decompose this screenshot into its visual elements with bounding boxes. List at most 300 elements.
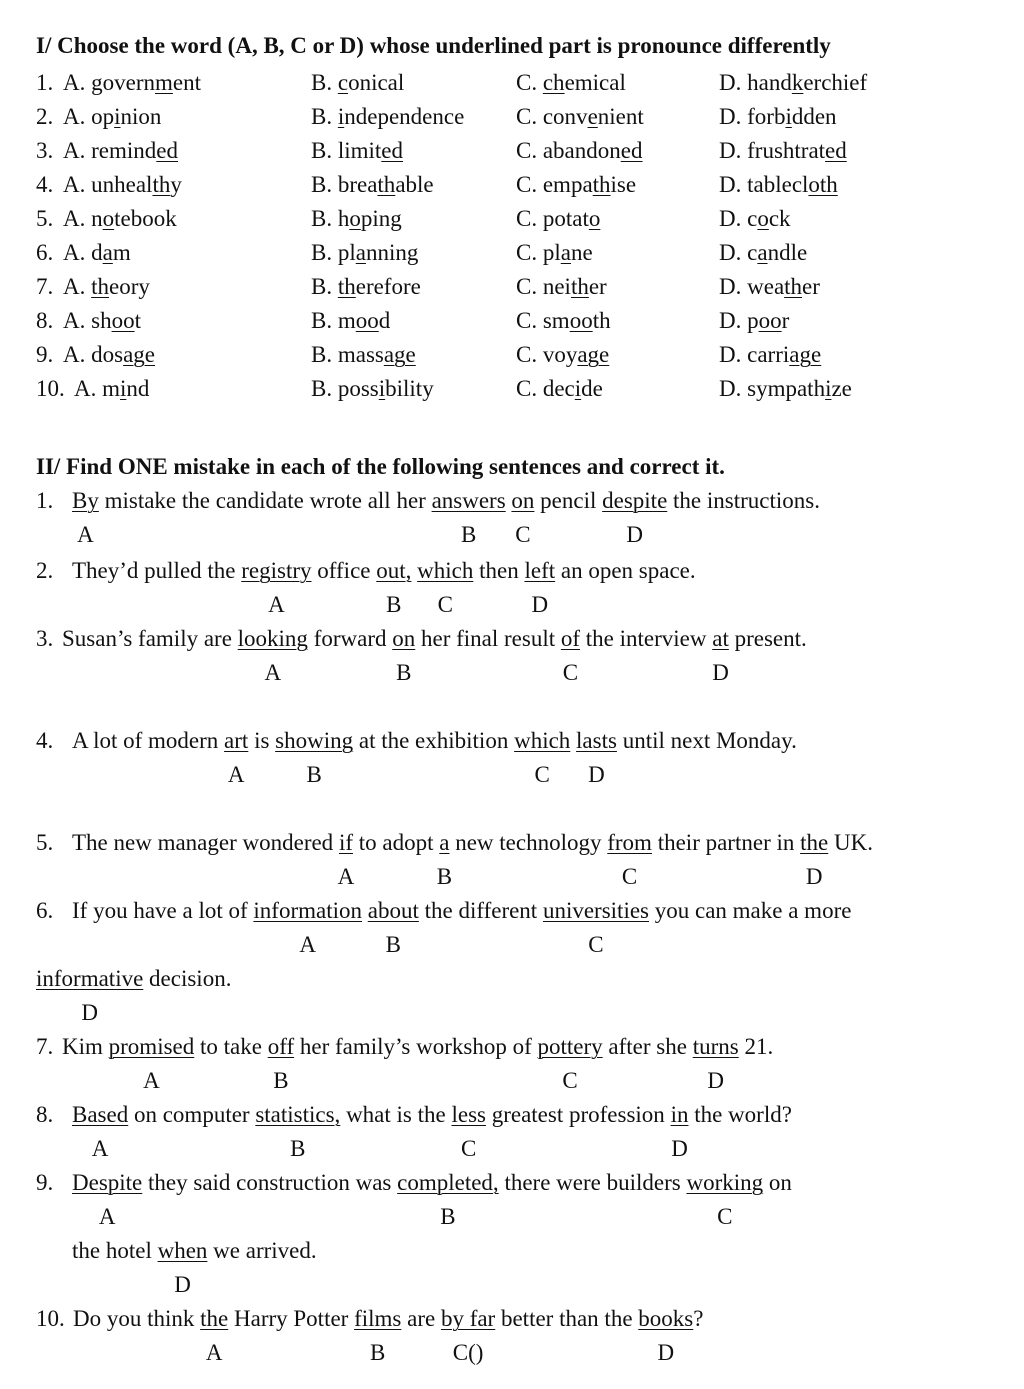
answer-letter-c: C (461, 1136, 477, 1161)
answer-letter-c: C (588, 932, 604, 957)
sentence-number: 1. (36, 488, 54, 513)
text-part: Harry Potter (228, 1306, 355, 1331)
option-a (63, 340, 155, 370)
question-number: 1. (36, 70, 54, 95)
answer-letter-c: C (562, 660, 579, 685)
text-part: are (401, 1306, 441, 1331)
answer-letter-d: D (712, 660, 729, 685)
text-part: mass (337, 342, 384, 367)
option-b (311, 136, 403, 166)
underlined-part: oo (569, 308, 593, 333)
sentence-line (72, 1236, 317, 1266)
text-part: ndle (767, 240, 808, 265)
text-part: A lot of modern (72, 728, 225, 753)
option-letter: D. (719, 376, 748, 401)
text-part: pl (337, 240, 356, 265)
underlined-part: about (367, 898, 419, 923)
underlined-part: age (789, 342, 822, 367)
underlined-part: th (337, 274, 356, 299)
underlined-part: statistics, (255, 1102, 341, 1127)
option-letter: A. (63, 274, 92, 299)
text-part: until next Monday. (616, 728, 797, 753)
text-part: their partner in (651, 830, 801, 855)
underlined-part: answers (431, 488, 506, 513)
text-part: tablecl (747, 172, 809, 197)
underlined-part: By (72, 488, 99, 513)
option-letter: B. (311, 104, 338, 129)
underlined-part: ed (381, 138, 404, 163)
text-part: t (134, 308, 141, 333)
underlined-part: ch (542, 70, 565, 95)
underlined-part: ed (825, 138, 847, 163)
answer-letter-c: C() (452, 1340, 484, 1365)
underlined-part: i (337, 104, 345, 129)
underlined-part: informative (36, 966, 144, 991)
option-a (63, 102, 161, 132)
option-b (311, 170, 434, 200)
sentence-number: 5. (36, 830, 54, 855)
option-b (311, 374, 434, 404)
option-letter: A. (63, 206, 92, 231)
underlined-part: films (354, 1306, 402, 1331)
underlined-part: k (791, 70, 804, 95)
answer-letter-a: A (98, 1204, 116, 1229)
text-part: emical (564, 70, 626, 95)
option-b (311, 272, 421, 302)
answer-letter-d: D (707, 1068, 725, 1093)
text-part: pencil (534, 488, 603, 513)
underlined-part: m (155, 70, 173, 95)
underlined-part: which (514, 728, 571, 753)
sentence-number: 4. (36, 728, 54, 753)
option-c (516, 204, 600, 234)
question-number: 2. (36, 104, 54, 129)
answer-letter-b: B (386, 592, 402, 617)
answer-letter-d: D (174, 1272, 191, 1297)
option-c (516, 68, 626, 98)
text-part: to take (194, 1034, 268, 1059)
option-b (311, 340, 416, 370)
underlined-part: i (378, 376, 386, 401)
text-part: then (473, 558, 525, 583)
underlined-part: Despite (72, 1170, 143, 1195)
answer-letter-d: D (671, 1136, 688, 1161)
underlined-part: less (451, 1102, 486, 1127)
option-letter: A. (63, 240, 92, 265)
text-part: erefore (355, 274, 421, 299)
text-part: at the exhibition (353, 728, 515, 753)
underlined-part: th (784, 274, 803, 299)
option-d (719, 102, 837, 132)
option-letter: A. (63, 138, 92, 163)
text-part: you can make a more (649, 898, 852, 923)
text-part: decision. (143, 966, 232, 991)
underlined-part: Based (72, 1102, 129, 1127)
option-letter: C. (516, 104, 543, 129)
text-part: sympath (747, 376, 826, 401)
underlined-part: age (577, 342, 610, 367)
answer-letter-b: B (290, 1136, 306, 1161)
text-part: pl (542, 240, 561, 265)
text-part: onical (348, 70, 405, 95)
text-part: nei (542, 274, 571, 299)
section-1-heading: I/ Choose the word (A, B, C or D) whose underlined part is pronounce differently (36, 33, 831, 58)
section-2-heading: II/ Find ONE mistake in each of the following sentences and correct it. (36, 454, 725, 479)
answer-letter-c: C (621, 864, 638, 889)
underlined-part: showing (275, 728, 354, 753)
text-part: govern (91, 70, 155, 95)
underlined-part: when (157, 1238, 208, 1263)
underlined-part: from (607, 830, 652, 855)
sentence-number: 2. (36, 558, 54, 583)
option-c (516, 102, 644, 132)
option-d (719, 136, 847, 166)
text-part: p (747, 308, 759, 333)
underlined-part: off (267, 1034, 295, 1059)
question-number: 6. (36, 240, 54, 265)
text-part: her family’s workshop of (294, 1034, 538, 1059)
text-part: nning (365, 240, 419, 265)
question-number: 4. (36, 172, 54, 197)
text-part: dos (91, 342, 124, 367)
option-d (719, 374, 852, 404)
text-part: her final result (415, 626, 561, 651)
underlined-part: books (638, 1306, 694, 1331)
underlined-part: universities (542, 898, 649, 923)
underlined-part: by far (440, 1306, 496, 1331)
underlined-part: oo (758, 308, 782, 333)
underlined-part: a (560, 240, 571, 265)
option-letter: C. (516, 376, 543, 401)
text-part: bility (385, 376, 434, 401)
option-c (516, 306, 611, 336)
answer-letter-a: A (337, 864, 355, 889)
option-letter: B. (311, 70, 338, 95)
option-letter: A. (63, 308, 92, 333)
text-part: better than the (495, 1306, 639, 1331)
answer-letter-c: C (437, 592, 453, 617)
answer-letter-b: B (460, 522, 477, 547)
sentence-line (72, 1100, 792, 1130)
answer-letter-d: D (531, 592, 549, 617)
text-part: ? (693, 1306, 704, 1331)
option-letter: B. (311, 308, 338, 333)
text-part: hand (747, 70, 792, 95)
underlined-part: th (377, 172, 396, 197)
text-part: remind (91, 138, 157, 163)
answer-letter-b: B (396, 660, 412, 685)
text-part: er (588, 274, 607, 299)
option-d (719, 170, 838, 200)
underlined-part: th (570, 274, 589, 299)
option-d (719, 340, 821, 370)
text-part: voy (542, 342, 578, 367)
option-a (74, 374, 149, 404)
underlined-part: i (825, 376, 832, 401)
underlined-part: promised (108, 1034, 195, 1059)
text-part: c (747, 240, 758, 265)
underlined-part: oo (111, 308, 135, 333)
text-part: carri (747, 342, 790, 367)
option-letter: B. (311, 138, 338, 163)
question-number: 7. (36, 274, 54, 299)
option-d (719, 272, 820, 302)
underlined-part: lasts (576, 728, 617, 753)
answer-letter-a: A (227, 762, 245, 787)
option-letter: B. (311, 206, 338, 231)
sentence-line (72, 896, 851, 926)
option-letter: A. (63, 172, 92, 197)
option-letter: C. (516, 206, 543, 231)
underlined-part: age (383, 342, 416, 367)
text-part: forward (307, 626, 393, 651)
text-part: office (311, 558, 377, 583)
underlined-part: a (439, 830, 450, 855)
sentence-line (72, 1168, 792, 1198)
text-part: an open space. (555, 558, 696, 583)
underlined-part: o (349, 206, 361, 231)
text-part: dec (542, 376, 575, 401)
option-c (516, 374, 603, 404)
sentence-number: 6. (36, 898, 54, 923)
text-part: 21. (738, 1034, 774, 1059)
option-letter: D. (719, 172, 748, 197)
answer-letter-a: A (77, 522, 94, 547)
underlined-part: if (338, 830, 353, 855)
option-letter: B. (311, 172, 338, 197)
text-part: to adopt (353, 830, 440, 855)
question-number: 10. (36, 376, 65, 401)
option-d (719, 306, 789, 336)
answer-letter-b: B (306, 762, 322, 787)
option-letter: C. (516, 274, 543, 299)
text-part: mistake the candidate wrote all her (98, 488, 432, 513)
answer-letter-d: D (81, 1000, 98, 1025)
option-c (516, 170, 636, 200)
text-part: brea (337, 172, 378, 197)
question-number: 9. (36, 342, 54, 367)
text-part: y (170, 172, 182, 197)
sentence-line (72, 486, 820, 516)
option-letter: D. (719, 308, 748, 333)
option-letter: D. (719, 274, 748, 299)
underlined-part: information (253, 898, 362, 923)
text-part: m (337, 308, 356, 333)
option-a (63, 272, 150, 302)
text-part: limit (337, 138, 382, 163)
text-part: r (781, 308, 790, 333)
option-b (311, 306, 390, 336)
option-letter: D. (719, 342, 748, 367)
answer-letter-a: A (143, 1068, 160, 1093)
underlined-part: ed (156, 138, 178, 163)
text-part: ne (570, 240, 593, 265)
option-b (311, 238, 418, 268)
option-c (516, 136, 642, 166)
text-part: greatest profession (485, 1102, 671, 1127)
question-number: 8. (36, 308, 54, 333)
option-letter: A. (74, 376, 103, 401)
underlined-part: a (757, 240, 768, 265)
underlined-part: i (114, 104, 121, 129)
option-b (311, 204, 402, 234)
text-part: sm (542, 308, 570, 333)
text-part: ent (172, 70, 201, 95)
option-c (516, 340, 609, 370)
answer-letter-d: D (588, 762, 605, 787)
text-part: nient (597, 104, 644, 129)
underlined-part: pottery (537, 1034, 603, 1059)
text-part: abandon (542, 138, 621, 163)
text-part: erchief (803, 70, 868, 95)
text-part: sh (91, 308, 112, 333)
text-part: nion (120, 104, 162, 129)
answer-letter-b: B (440, 1204, 456, 1229)
option-b (311, 102, 464, 132)
underlined-part: a (355, 240, 366, 265)
text-part: Do you think (73, 1306, 201, 1331)
text-part: the world? (688, 1102, 792, 1127)
option-d (719, 68, 867, 98)
text-part: frushtrat (747, 138, 826, 163)
text-part: the different (418, 898, 543, 923)
sentence-line (73, 1304, 703, 1334)
option-a (63, 68, 201, 98)
answer-letter-b: B (273, 1068, 289, 1093)
text-part: UK. (828, 830, 873, 855)
option-letter: A. (63, 342, 92, 367)
underlined-part: the (200, 1306, 229, 1331)
text-part: d (91, 240, 103, 265)
text-part: ping (360, 206, 402, 231)
underlined-part: age (123, 342, 155, 367)
text-part: forb (747, 104, 786, 129)
text-part: on (763, 1170, 792, 1195)
text-part: nd (126, 376, 150, 401)
text-part: new technology (449, 830, 608, 855)
underlined-part: at (712, 626, 729, 651)
option-letter: D. (719, 138, 748, 163)
sentence-line (72, 828, 873, 858)
option-letter: B. (311, 274, 338, 299)
underlined-part: registry (241, 558, 312, 583)
answer-letter-c: C (717, 1204, 733, 1229)
sentence-number: 7. (36, 1034, 54, 1059)
text-part: er (802, 274, 820, 299)
text-part: able (395, 172, 434, 197)
underlined-part: i (574, 376, 582, 401)
text-part: Kim (62, 1034, 109, 1059)
sentence-line (62, 1032, 773, 1062)
text-part: ze (831, 376, 852, 401)
text-part: d (378, 308, 391, 333)
sentence-number: 10. (36, 1306, 65, 1331)
answer-letter-c: C (562, 1068, 578, 1093)
underlined-part: e (587, 104, 598, 129)
underlined-part: i (120, 376, 127, 401)
option-letter: D. (719, 206, 748, 231)
option-letter: A. (63, 104, 92, 129)
underlined-part: o (102, 206, 115, 231)
option-letter: D. (719, 70, 748, 95)
text-part: conv (542, 104, 588, 129)
sentence-line (72, 726, 797, 756)
underlined-part: despite (602, 488, 668, 513)
option-b (311, 68, 404, 98)
answer-letter-d: D (657, 1340, 675, 1365)
underlined-part: working (686, 1170, 764, 1195)
underlined-part: th (592, 172, 611, 197)
underlined-part: completed, (397, 1170, 499, 1195)
option-d (719, 238, 807, 268)
text-part: Susan’s family are (62, 626, 238, 651)
option-letter: B. (311, 342, 338, 367)
underlined-part: a (102, 240, 113, 265)
sentence-line (62, 624, 807, 654)
answer-letter-c: C (515, 522, 531, 547)
text-part: ise (610, 172, 637, 197)
text-part: de (581, 376, 603, 401)
text-part: they said construction was (142, 1170, 398, 1195)
text-part: eory (109, 274, 150, 299)
text-part: potat (542, 206, 589, 231)
answer-letter-c: C (534, 762, 550, 787)
underlined-part: the (800, 830, 829, 855)
answer-letter-d: D (626, 522, 644, 547)
text-part: th (592, 308, 611, 333)
underlined-part: th (91, 274, 110, 299)
answer-letter-a: A (299, 932, 316, 957)
answer-letter-a: A (91, 1136, 109, 1161)
underlined-part: left (524, 558, 556, 583)
answer-letter-a: A (205, 1340, 223, 1365)
text-part: on computer (128, 1102, 256, 1127)
underlined-part: turns (692, 1034, 739, 1059)
answer-letter-b: B (385, 932, 401, 957)
option-a (63, 238, 131, 268)
text-part: is (248, 728, 276, 753)
underlined-part: out, (376, 558, 412, 583)
text-part: there were builders (498, 1170, 687, 1195)
question-number: 3. (36, 138, 54, 163)
answer-letter-a: A (264, 660, 282, 685)
text-part: the interview (580, 626, 713, 651)
text-part: poss (337, 376, 379, 401)
option-letter: A. (63, 70, 92, 95)
underlined-part: on (392, 626, 416, 651)
underlined-part: which (417, 558, 474, 583)
text-part: wea (747, 274, 785, 299)
option-letter: C. (516, 240, 543, 265)
underlined-part: th (152, 172, 171, 197)
text-part: They’d pulled the (72, 558, 242, 583)
text-part: the hotel (72, 1238, 158, 1263)
option-c (516, 238, 593, 268)
underlined-part: c (337, 70, 349, 95)
text-part: tebook (114, 206, 177, 231)
text-part: what is the (340, 1102, 452, 1127)
option-letter: B. (311, 376, 338, 401)
sentence-line (36, 964, 231, 994)
option-letter: C. (516, 138, 543, 163)
text-part: c (747, 206, 758, 231)
text-part: after she (602, 1034, 693, 1059)
option-letter: D. (719, 104, 748, 129)
answer-letter-b: B (436, 864, 453, 889)
text-part: h (337, 206, 350, 231)
underlined-part: i (785, 104, 792, 129)
option-letter: C. (516, 342, 543, 367)
